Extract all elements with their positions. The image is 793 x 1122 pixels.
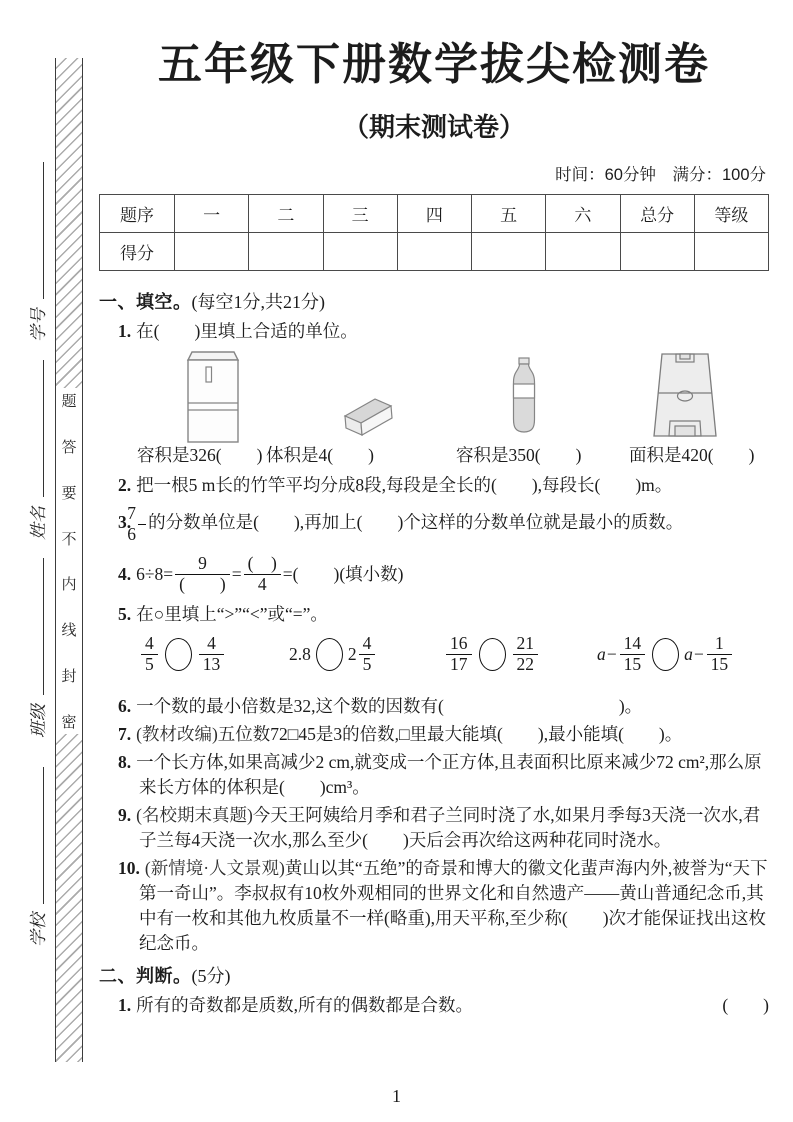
time-score-info: 时间：60分钟 满分：100分 <box>555 166 766 184</box>
school-label: 学校 <box>28 913 48 947</box>
comparison-group <box>139 634 226 674</box>
fraction-numerator: 14 <box>620 634 646 655</box>
seal-line-text <box>56 388 82 734</box>
fraction-denominator: 5 <box>362 653 372 674</box>
football-field-icon <box>653 352 717 445</box>
fraction-numerator: ( ) <box>244 554 281 575</box>
question-1 <box>99 319 769 344</box>
fraction-numerator: 16 <box>446 634 472 655</box>
score-table-empty-cell <box>472 233 546 271</box>
seal-char: 密 <box>61 714 77 731</box>
fraction-denominator: 13 <box>202 653 221 674</box>
seal-hatch-top <box>56 58 82 388</box>
score-table-cell: 题序 <box>100 195 175 233</box>
question-number: 1. <box>118 995 132 1016</box>
fraction-numerator: 7 <box>138 504 146 525</box>
question-number: 3. <box>118 512 132 533</box>
score-table-cell: 四 <box>397 195 471 233</box>
fraction-denominator: 5 <box>145 653 154 674</box>
figure-caption: 容积是326( ) <box>137 445 263 465</box>
figure-caption: 体积是4( ) <box>266 445 374 465</box>
question-5 <box>99 602 769 627</box>
question-tag: (名校期末真题) <box>136 805 253 826</box>
comparison-circle <box>165 638 192 671</box>
question-7 <box>99 722 769 747</box>
section-one-heading <box>99 290 769 315</box>
question-text: 黄山以其“五绝”的奇景和博大的徽文化蜚声海内外,被誉为“天下第一奇山”。李叔叔有10枚外观相同的世界文化和自然遗产——黄山普通纪念币,其中有一枚和其他九枚质量不一样(略重),用天平称,至少称( )次才能保证找出这枚纪念币。 <box>139 858 768 954</box>
fraction <box>244 554 281 594</box>
class-field <box>23 558 49 738</box>
score-table-score-row <box>100 233 769 271</box>
seal-char: 答 <box>61 439 77 456</box>
fraction-numerator: 4 <box>141 634 158 655</box>
class-blank-line <box>43 558 44 695</box>
score-table-empty-cell <box>546 233 620 271</box>
page-title: 五年级下册数学拔尖检测卷 <box>158 40 710 89</box>
judge-question-1 <box>99 993 769 1018</box>
equation-lead: 6÷8= <box>136 563 174 584</box>
seal-hatch-bottom <box>56 734 82 1062</box>
mixed-number-integer: 2 <box>347 643 357 664</box>
question-number: 10. <box>118 858 140 879</box>
student-id-label: 学号 <box>28 308 48 342</box>
page-number: 1 <box>392 1086 401 1106</box>
score-table <box>99 194 769 271</box>
question-2 <box>99 473 769 498</box>
question-number: 9. <box>118 805 132 826</box>
question-number: 5. <box>118 604 132 625</box>
seal-char: 内 <box>61 577 77 594</box>
question-9 <box>99 803 769 853</box>
comparison-circle <box>479 638 506 671</box>
question-tag: (教材改编) <box>136 724 218 745</box>
fraction-numerator: 9 <box>175 554 230 575</box>
figure-caption: 容积是350( ) <box>456 445 582 465</box>
comparison-circle <box>316 638 343 671</box>
fraction-denominator: 15 <box>623 653 642 674</box>
question-number: 1. <box>118 321 132 341</box>
comparison-group <box>444 634 540 674</box>
question-text: 一个长方体,如果高减少2 cm,就变成一个正方体,且表面积比原来减少72 cm²,那么原来长方体的体积是( )cm³。 <box>136 752 762 798</box>
fraction-denominator: 17 <box>450 653 468 674</box>
question-text: 五位数72□45是3的倍数,□里最大能填( ),最小能填( )。 <box>217 724 683 745</box>
score-table-empty-cell <box>175 233 249 271</box>
fraction-denominator: 4 <box>257 573 267 594</box>
section-heading-text: 一、填空。 <box>99 292 192 312</box>
question-number: 6. <box>118 696 132 717</box>
question-8 <box>99 750 769 800</box>
name-blank-line <box>43 360 44 497</box>
class-label: 班级 <box>28 704 48 738</box>
score-table-cell: 一 <box>175 195 249 233</box>
school-field <box>23 767 49 947</box>
question-text: 把一根5 m长的竹竿平均分成8段,每段是全长的( ),每段长( )m。 <box>136 475 673 495</box>
question-body <box>118 993 473 1018</box>
fraction <box>175 554 230 594</box>
comparison-value: 2.8 <box>289 643 311 664</box>
question-text: 今天王阿姨给月季和君子兰同时浇了水,如果月季每3天浇一次水,君子兰每4天浇一次水,那么至少( )天后会再次给这两种花同时浇水。 <box>139 805 761 851</box>
fraction-numerator: 1 <box>707 634 733 655</box>
question-text: 在( )里填上合适的单位。 <box>136 321 358 341</box>
fraction <box>127 503 146 544</box>
page-subtitle: （期末测试卷） <box>342 112 525 142</box>
comparison-group <box>597 634 734 674</box>
score-table-cell: 六 <box>546 195 620 233</box>
seal-char: 封 <box>61 669 77 686</box>
score-table-cell: 二 <box>249 195 323 233</box>
school-blank-line <box>43 767 44 904</box>
section-heading-note: (每空1分,共21分) <box>191 292 325 312</box>
eraser-icon <box>342 395 394 446</box>
question-1-figures <box>99 347 769 469</box>
fraction-numerator: 21 <box>513 634 539 655</box>
seal-char: 不 <box>61 531 77 548</box>
section-two-heading <box>99 964 769 989</box>
question-text: 所有的奇数都是质数,所有的偶数都是合数。 <box>136 995 473 1016</box>
score-table-cell: 五 <box>472 195 546 233</box>
seal-char: 题 <box>61 394 77 410</box>
question-10 <box>99 856 769 956</box>
score-table-empty-cell <box>694 233 768 271</box>
fraction <box>446 634 472 674</box>
answer-blank: ( ) <box>722 995 769 1016</box>
equation-note: (填小数) <box>339 563 404 584</box>
question-3 <box>99 504 769 544</box>
fraction <box>620 634 646 674</box>
fraction <box>199 634 225 674</box>
score-table-cell: 得分 <box>100 233 175 271</box>
question-number: 4. <box>118 563 132 584</box>
question-tag: (新情境·人文景观) <box>144 858 285 879</box>
fraction <box>141 634 158 674</box>
student-id-blank-line <box>43 162 44 299</box>
figure-caption: 面积是420( ) <box>629 445 755 465</box>
question-number: 8. <box>118 752 132 773</box>
equals-sign: = <box>231 563 242 584</box>
score-table-empty-cell <box>249 233 323 271</box>
fraction-denominator: 22 <box>516 653 534 674</box>
score-table-cell: 三 <box>323 195 397 233</box>
score-table-empty-cell <box>397 233 471 271</box>
fraction-numerator: 4 <box>359 634 376 655</box>
expression-prefix: a− <box>597 643 618 664</box>
seal-char: 线 <box>61 623 77 640</box>
seal-line-band <box>55 58 83 1062</box>
score-table-empty-cell <box>323 233 397 271</box>
section-heading-note: (5分) <box>191 966 231 987</box>
question-4 <box>99 550 769 598</box>
question-text: 的分数单位是( ),再加上( )个这样的分数单位就是最小的质数。 <box>148 512 684 533</box>
fraction-denominator: 15 <box>710 653 729 674</box>
score-table-header-row <box>100 195 769 233</box>
question-6 <box>99 694 769 719</box>
question-number: 2. <box>118 475 132 495</box>
student-id-field <box>23 162 49 342</box>
question-text: 在○里填上“>”“<”或“=”。 <box>136 604 328 625</box>
exam-paper <box>99 28 769 1021</box>
question-number: 7. <box>118 724 132 745</box>
section-heading-text: 二、判断。 <box>99 966 192 987</box>
expression-prefix: a− <box>684 643 705 664</box>
seal-char: 要 <box>61 485 77 502</box>
question-5-comparisons <box>99 630 769 688</box>
bottle-icon <box>511 357 537 442</box>
fraction-denominator: ( ) <box>179 573 226 594</box>
comparison-group <box>289 634 377 674</box>
refrigerator-icon <box>184 350 242 451</box>
score-table-cell: 等级 <box>694 195 768 233</box>
fraction-numerator: 4 <box>199 634 225 655</box>
name-label: 姓名 <box>28 506 48 540</box>
fraction <box>359 634 376 674</box>
comparison-circle <box>652 638 679 671</box>
fraction-denominator: 6 <box>127 523 136 544</box>
equation-tail: =( ) <box>282 563 340 584</box>
fraction <box>513 634 539 674</box>
score-table-empty-cell <box>620 233 694 271</box>
score-table-cell: 总分 <box>620 195 694 233</box>
fraction <box>707 634 733 674</box>
name-field <box>23 360 49 540</box>
question-text: 一个数的最小倍数是32,这个数的因数有( )。 <box>136 696 643 717</box>
